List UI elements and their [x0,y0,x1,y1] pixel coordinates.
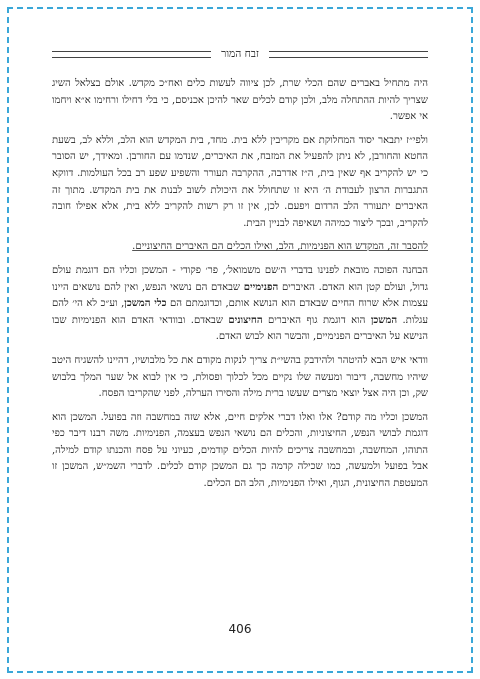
bold-term: כלי המשכן [124,298,167,310]
text-run: היה מתחיל באברים שהם הכלי שרת, לכן ציווה לעשות כלים ואח״כ מקדש. אולם בצלאל השיג שצריך להיות ההתחלה מלב, ולכן קודם לכלים שאר להיכן אכניסם, כי בלי דחילו ורחימו א״א ויחמו אי אפשר. [52,78,428,123]
bold-term: המשכן [370,314,398,326]
paragraph [52,133,428,233]
paragraph [52,239,428,256]
header-rule-left [52,51,211,58]
body-text [52,76,428,500]
page-number: 406 [228,622,252,636]
text-run: וודאי איש הבא להיטהר ולהידבק בהשי״ת צריך לנקות מקודם את כל מלבושיו, דהיינו להשגיח היטב שיהיו מחשבה, דיבור ומעשה שלו נקיים מכל לכלוך ופסולת, כי אין לבוא אל שער המלך בלבוש שק, וכן היה אצל יוצאי מצרים שעשו ברית מילה והסירו הערלה, לפני שהקריבו הפסח. [52,354,428,400]
paragraph [52,263,428,346]
bold-term: החיצונים [228,314,263,326]
bold-term: הפנימיים [243,281,279,293]
header-title: זבח המור [221,48,259,60]
paragraph [52,353,428,403]
text-run: , וע״כ לא הי׳ להם עגלות. [52,298,428,326]
text-run: הבחנה הפוכה מובאת לפנינו בדברי ה׳שם משמואל׳, פר׳ פקודי - המשכן וכליו הם דוגמת עולם גדול, ועולם קטן הוא האדם. האיברים [52,264,428,293]
paragraph [52,410,428,493]
text-run: להסבר זה, המקדש הוא הפנימיות, הלב, ואילו הכלים הם האיברים החיצוניים. [132,241,428,253]
text-run: שבאדם. ובוודאי האדם הוא הפנימיות שבו הנישא על האיברים הפנימיים, והבשר הוא לבוש האדם. [52,314,428,343]
header-rule-right [269,51,428,58]
running-header [52,46,428,62]
text-run: המשכן וכליו מה קודם? אלו ואלו דברי אלקים חיים, אלא שזה במחשבה וזה בפועל. המשכן הוא דוגמת לבושי הנפש, החיצוניות, והכלים הם נושאי הנפש בעצמה, הפנימיות. משה רבנו דיבר כפי התוהו, המחשבה, ובמחשבה צריכים להיות הכלים קודמים, כעיוני על פסח והכנתו קודם למילה, אבל בפועל ולמעשה, כמו שכילה קדמה כך גם המשכן קודם לכלים. לדברי השמ״ש, המשכן זו המעטפת החיצונית, הגוף, ואילו הפנימיות, הלב הם הכלים. [52,411,428,490]
paragraph [52,76,428,126]
text-run: שבאדם הם נושאי הנפש, ואין להם נושאים היינו עצמות אלא שרוח החיים שבאדם הוא הנושא אותם, וכדוגמתם הם [52,281,428,310]
text-run: ולפי״ז יתבאר יסוד המחלוקת אם מקריבין ללא בית. מחד, בית המקדש הוא הלב, וללא לב, בשעת החטא והחורבן, לא ניתן להפעיל את המזבח, את האיברים, שנדמו עם החורבן. ומאידך, יש הסובר כי יש להקריב אף שאין בית, ה״ז אדרבה, ההקרבה תעורר והשפיע שפע רב בכל העולמות. דווקא התגברות הרצון לעבודת ה׳ היא זו שתחולל את היכולת לשוב לבנות את בית המקדש. מתוך זה האיברים יתעורר הלב הרדום ויפעם. לכן, אין זו רק רשות להקריב ללא בית, אלא אפילו חובה להקריב, ובכך ליצור כמיהה ושאיפה לבניין הבית. [52,134,428,229]
text-run: הוא דוגמת גוף האיברים [262,314,371,326]
